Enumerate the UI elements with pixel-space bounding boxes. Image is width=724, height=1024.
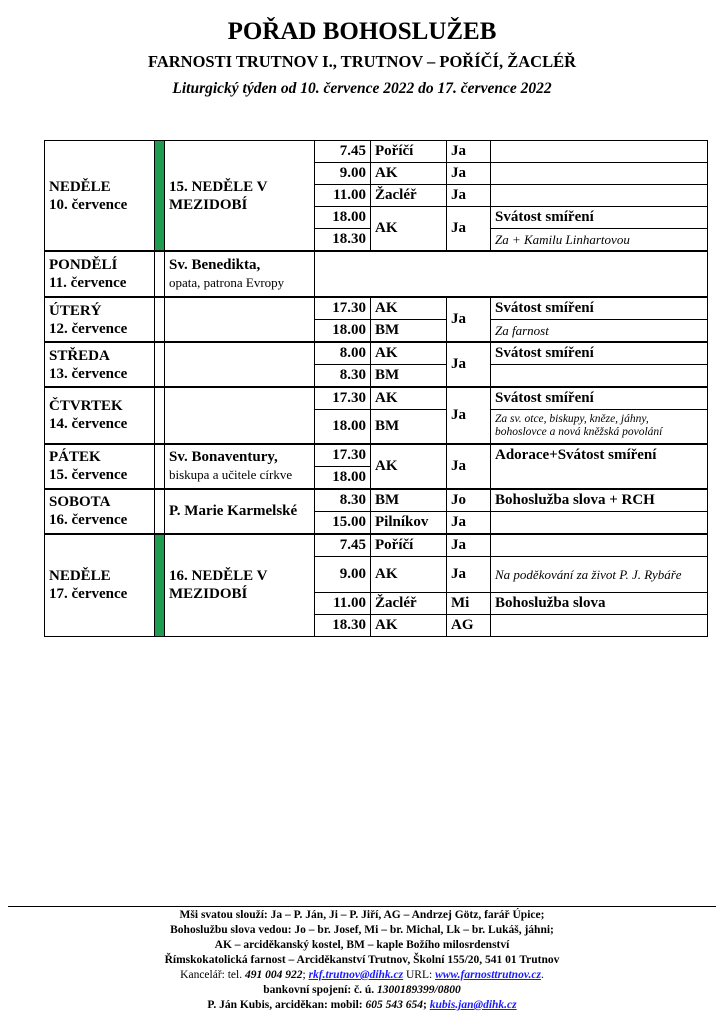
table-row (45, 141, 708, 163)
time-cell: 7.45 (315, 141, 371, 163)
place-cell: AK (371, 444, 447, 489)
time-cell: 18.30 (315, 614, 371, 636)
day-cell: PONDĚLÍ 11. července (45, 251, 155, 297)
marker-cell (155, 251, 165, 297)
time-cell: 9.00 (315, 163, 371, 185)
time-cell: 18.30 (315, 229, 371, 252)
place-cell: AK (371, 297, 447, 320)
table-row (45, 489, 708, 512)
priest-contacts: P. Ján Kubis, arciděkan: mobil: 605 543 654; kubis.jan@dihk.cz (207, 999, 517, 1011)
place-cell: AK (371, 342, 447, 365)
celebrant-cell: Ja (447, 297, 491, 342)
day-cell: NEDĚLE 10. července (45, 141, 155, 252)
time-cell: 8.30 (315, 365, 371, 388)
marker-cell (155, 342, 165, 387)
note-cell: Svátost smíření (491, 207, 708, 229)
liturgical-week: Liturgický týden od 10. července 2022 do 17. července 2022 (172, 80, 552, 97)
celebrant-cell: Ja (447, 163, 491, 185)
marker-cell (155, 297, 165, 342)
place-cell: BM (371, 365, 447, 388)
page-title: POŘAD BOHOSLUŽEB (227, 18, 497, 45)
day-cell: ČTVRTEK 14. července (45, 387, 155, 444)
note-cell (491, 614, 708, 636)
place-cell: BM (371, 489, 447, 512)
table-row (45, 534, 708, 557)
place-cell: Pilníkov (371, 511, 447, 534)
place-cell: AK (371, 163, 447, 185)
note-cell (491, 185, 708, 207)
place-cell: AK (371, 556, 447, 592)
day-cell: PÁTEK 15. července (45, 444, 155, 489)
note-cell: Bohoslužba slova + RCH (491, 489, 708, 512)
note-cell: Svátost smíření (491, 342, 708, 365)
time-cell: 11.00 (315, 185, 371, 207)
marker-cell (155, 489, 165, 534)
celebrant-cell: Ja (447, 342, 491, 387)
note-cell (491, 141, 708, 163)
time-cell: 18.00 (315, 466, 371, 489)
office-contacts: Kancelář: tel. 491 004 922; rkf.trutnov@dihk.cz URL: www.farnosttrutnov.cz. (180, 969, 544, 981)
mass-intention: Za + Kamilu Linhartovou (491, 229, 708, 252)
place-cell: BM (371, 320, 447, 343)
celebrants-legend: Mši svatou slouží: Ja – P. Ján, Ji – P. Jiří, AG – Andrzej Götz, farář Úpice; (179, 909, 545, 921)
celebrant-cell: Jo (447, 489, 491, 512)
time-cell: 17.30 (315, 387, 371, 410)
table-row (45, 342, 708, 365)
leaders-legend: Bohoslužbu slova vedou: Jo – br. Josef, Mi – br. Michal, Lk – br. Lukáš, jáhni; (170, 924, 554, 936)
empty-cell (315, 251, 708, 297)
note-cell: Adorace+Svátost smíření (491, 444, 708, 489)
mass-intention: Za farnost (491, 320, 708, 343)
time-cell: 11.00 (315, 592, 371, 614)
feast-cell (165, 297, 315, 342)
place-cell: AK (371, 387, 447, 410)
website-link[interactable]: www.farnosttrutnov.cz (435, 969, 541, 981)
parish-address: Římskokatolická farnost – Arciděkanství Trutnov, Školní 155/20, 541 01 Trutnov (164, 954, 560, 966)
day-cell: ÚTERÝ 12. července (45, 297, 155, 342)
feast-cell (165, 387, 315, 444)
feast-cell: 16. NEDĚLE V MEZIDOBÍ (165, 534, 315, 637)
day-cell: NEDĚLE 17. července (45, 534, 155, 637)
celebrant-cell: AG (447, 614, 491, 636)
note-cell: Svátost smíření (491, 387, 708, 410)
place-cell: Žacléř (371, 592, 447, 614)
table-row (45, 297, 708, 320)
feast-cell (165, 342, 315, 387)
place-cell: Poříčí (371, 141, 447, 163)
place-cell: AK (371, 614, 447, 636)
note-cell (491, 534, 708, 557)
time-cell: 8.00 (315, 342, 371, 365)
celebrant-cell: Ja (447, 534, 491, 557)
parish-subtitle: FARNOSTI TRUTNOV I., TRUTNOV – POŘÍČÍ, ŽACLÉŘ (147, 52, 576, 71)
table-row (45, 387, 708, 410)
schedule-table (44, 140, 708, 637)
note-cell (491, 511, 708, 534)
note-cell: Svátost smíření (491, 297, 708, 320)
footer (0, 908, 724, 1013)
feast-cell: Sv. Benedikta, opata, patrona Evropy (165, 251, 315, 297)
celebrant-cell: Ja (447, 556, 491, 592)
places-legend: AK – arciděkanský kostel, BM – kaple Božího milosrdenství (214, 939, 510, 951)
note-cell: Bohoslužba slova (491, 592, 708, 614)
note-cell (491, 365, 708, 388)
place-cell: Žacléř (371, 185, 447, 207)
feast-cell: 15. NEDĚLE V MEZIDOBÍ (165, 141, 315, 252)
footer-divider (8, 906, 716, 907)
day-cell: STŘEDA 13. července (45, 342, 155, 387)
office-email-link[interactable]: rkf.trutnov@dihk.cz (308, 969, 404, 981)
marker-cell (155, 444, 165, 489)
time-cell: 17.30 (315, 297, 371, 320)
place-cell: BM (371, 410, 447, 444)
time-cell: 8.30 (315, 489, 371, 512)
celebrant-cell: Mi (447, 592, 491, 614)
sunday-marker (155, 534, 165, 637)
table-row (45, 444, 708, 467)
time-cell: 18.00 (315, 320, 371, 343)
time-cell: 18.00 (315, 207, 371, 229)
place-cell: Poříčí (371, 534, 447, 557)
mass-intention: Na poděkování za život P. J. Rybáře (491, 556, 708, 592)
time-cell: 17.30 (315, 444, 371, 467)
bank-account: bankovní spojení: č. ú. 1300189399/0800 (263, 984, 461, 996)
priest-email-link[interactable]: kubis.jan@dihk.cz (429, 999, 517, 1011)
time-cell: 15.00 (315, 511, 371, 534)
time-cell: 7.45 (315, 534, 371, 557)
celebrant-cell: Ja (447, 511, 491, 534)
sunday-marker (155, 141, 165, 252)
time-cell: 18.00 (315, 410, 371, 444)
celebrant-cell: Ja (447, 207, 491, 252)
time-cell: 9.00 (315, 556, 371, 592)
table-row (45, 251, 708, 297)
day-cell: SOBOTA 16. července (45, 489, 155, 534)
celebrant-cell: Ja (447, 444, 491, 489)
feast-cell: Sv. Bonaventury, biskupa a učitele církve (165, 444, 315, 489)
celebrant-cell: Ja (447, 185, 491, 207)
celebrant-cell: Ja (447, 387, 491, 444)
celebrant-cell: Ja (447, 141, 491, 163)
mass-intention: Za sv. otce, biskupy, kněze, jáhny, bohoslovce a nová kněžská povolání (491, 410, 708, 444)
feast-cell: P. Marie Karmelské (165, 489, 315, 534)
place-cell: AK (371, 207, 447, 252)
note-cell (491, 163, 708, 185)
marker-cell (155, 387, 165, 444)
